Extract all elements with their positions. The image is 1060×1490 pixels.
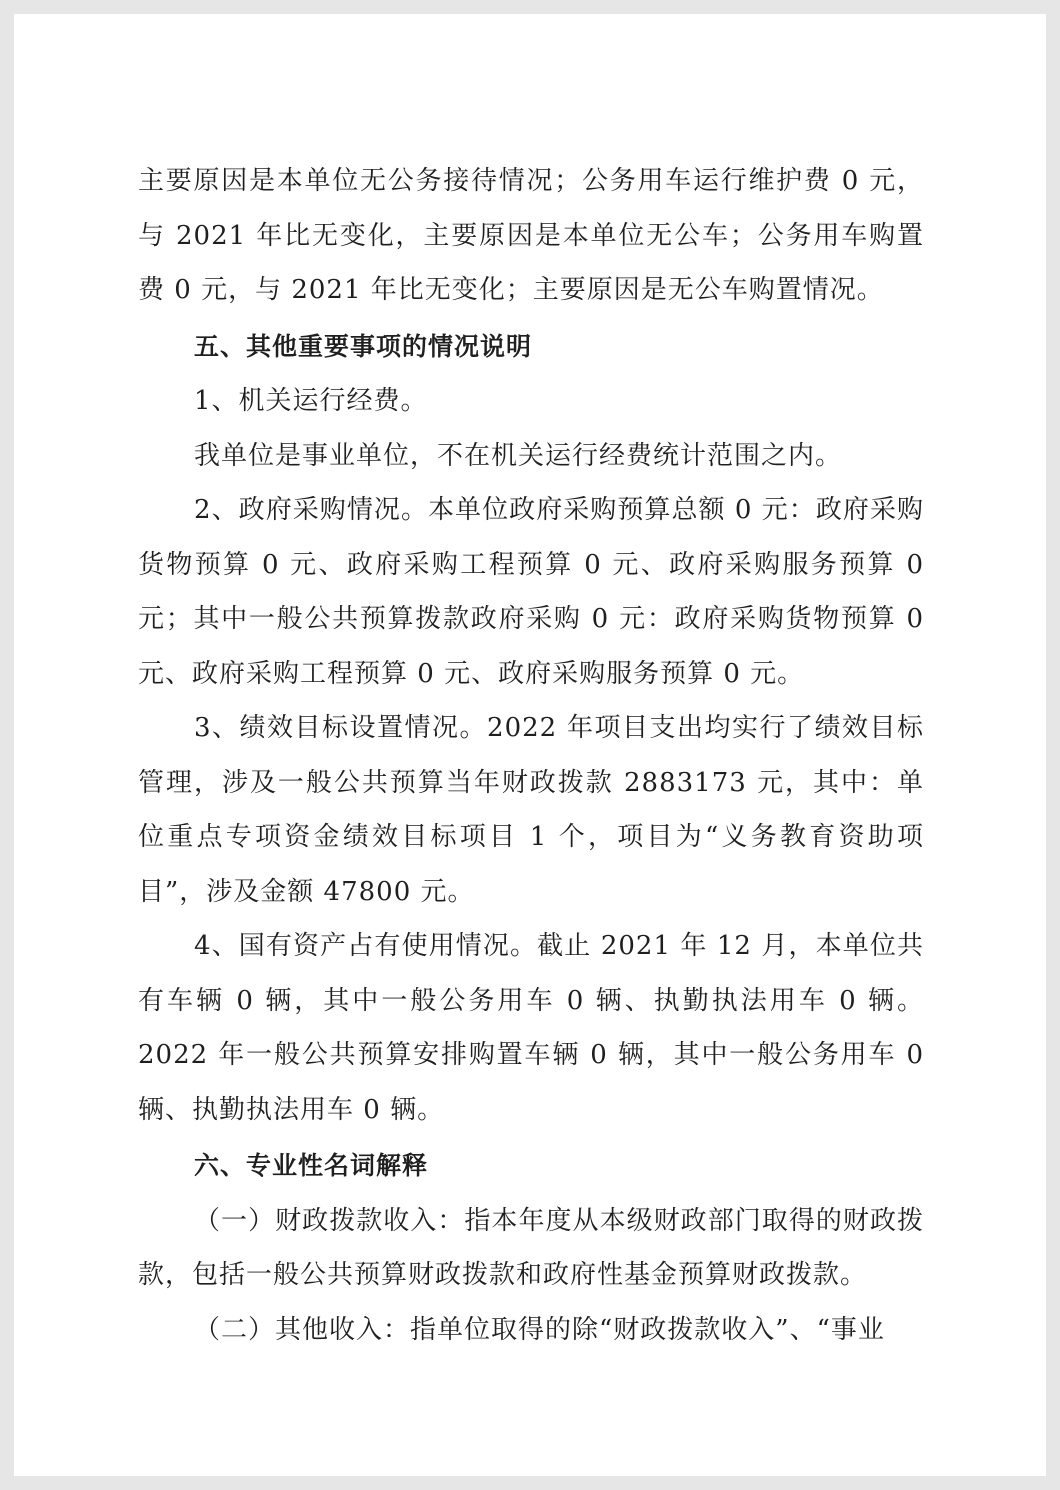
section-heading-5: 五、其他重要事项的情况说明 [194, 331, 533, 361]
document-body [138, 154, 924, 1357]
document-page [14, 14, 1046, 1476]
section-heading-6: 六、专业性名词解释 [194, 1151, 429, 1180]
term-1-fiscal-income: （一）财政拨款收入：指本年度从本级财政部门取得的财政拨款，包括一般公共预算财政拨款和政府性基金预算财政拨款。 [138, 1205, 924, 1290]
term-2-other-income: （二）其他收入：指单位取得的除“财政拨款收入”、“事业 [194, 1314, 885, 1345]
paragraph-continuation: 主要原因是本单位无公务接待情况；公务用车运行维护费 0 元，与 2021 年比无变化，主要原因是本单位无公车；公务用车购置费 0 元，与 2021 年比无变化；主要原因是无公车购置情况。 [138, 166, 924, 305]
item-2-procurement: 2、政府采购情况。本单位政府采购预算总额 0 元：政府采购货物预算 0 元、政府采购工程预算 0 元、政府采购服务预算 0 元；其中一般公共预算拨款政府采购 0 元：政府采购货物预算 0 元、政府采购工程预算 0 元、政府采购服务预算 0 元。 [138, 495, 924, 689]
item-3-performance: 3、绩效目标设置情况。2022 年项目支出均实行了绩效目标管理，涉及一般公共预算当年财政拨款 2883173 元，其中：单位重点专项资金绩效目标项目 1 个，项目为“义务教育资助项目”，涉及金额 47800 元。 [138, 713, 924, 907]
item-1-body: 我单位是事业单位，不在机关运行经费统计范围之内。 [194, 440, 843, 471]
item-4-assets: 4、国有资产占有使用情况。截止 2021 年 12 月，本单位共有车辆 0 辆，其中一般公务用车 0 辆、执勤执法用车 0 辆。2022 年一般公共预算安排购置车辆 0 辆，其中一般公务用车 0 辆、执勤执法用车 0 辆。 [138, 931, 924, 1125]
item-1-title: 1、机关运行经费。 [194, 386, 428, 416]
